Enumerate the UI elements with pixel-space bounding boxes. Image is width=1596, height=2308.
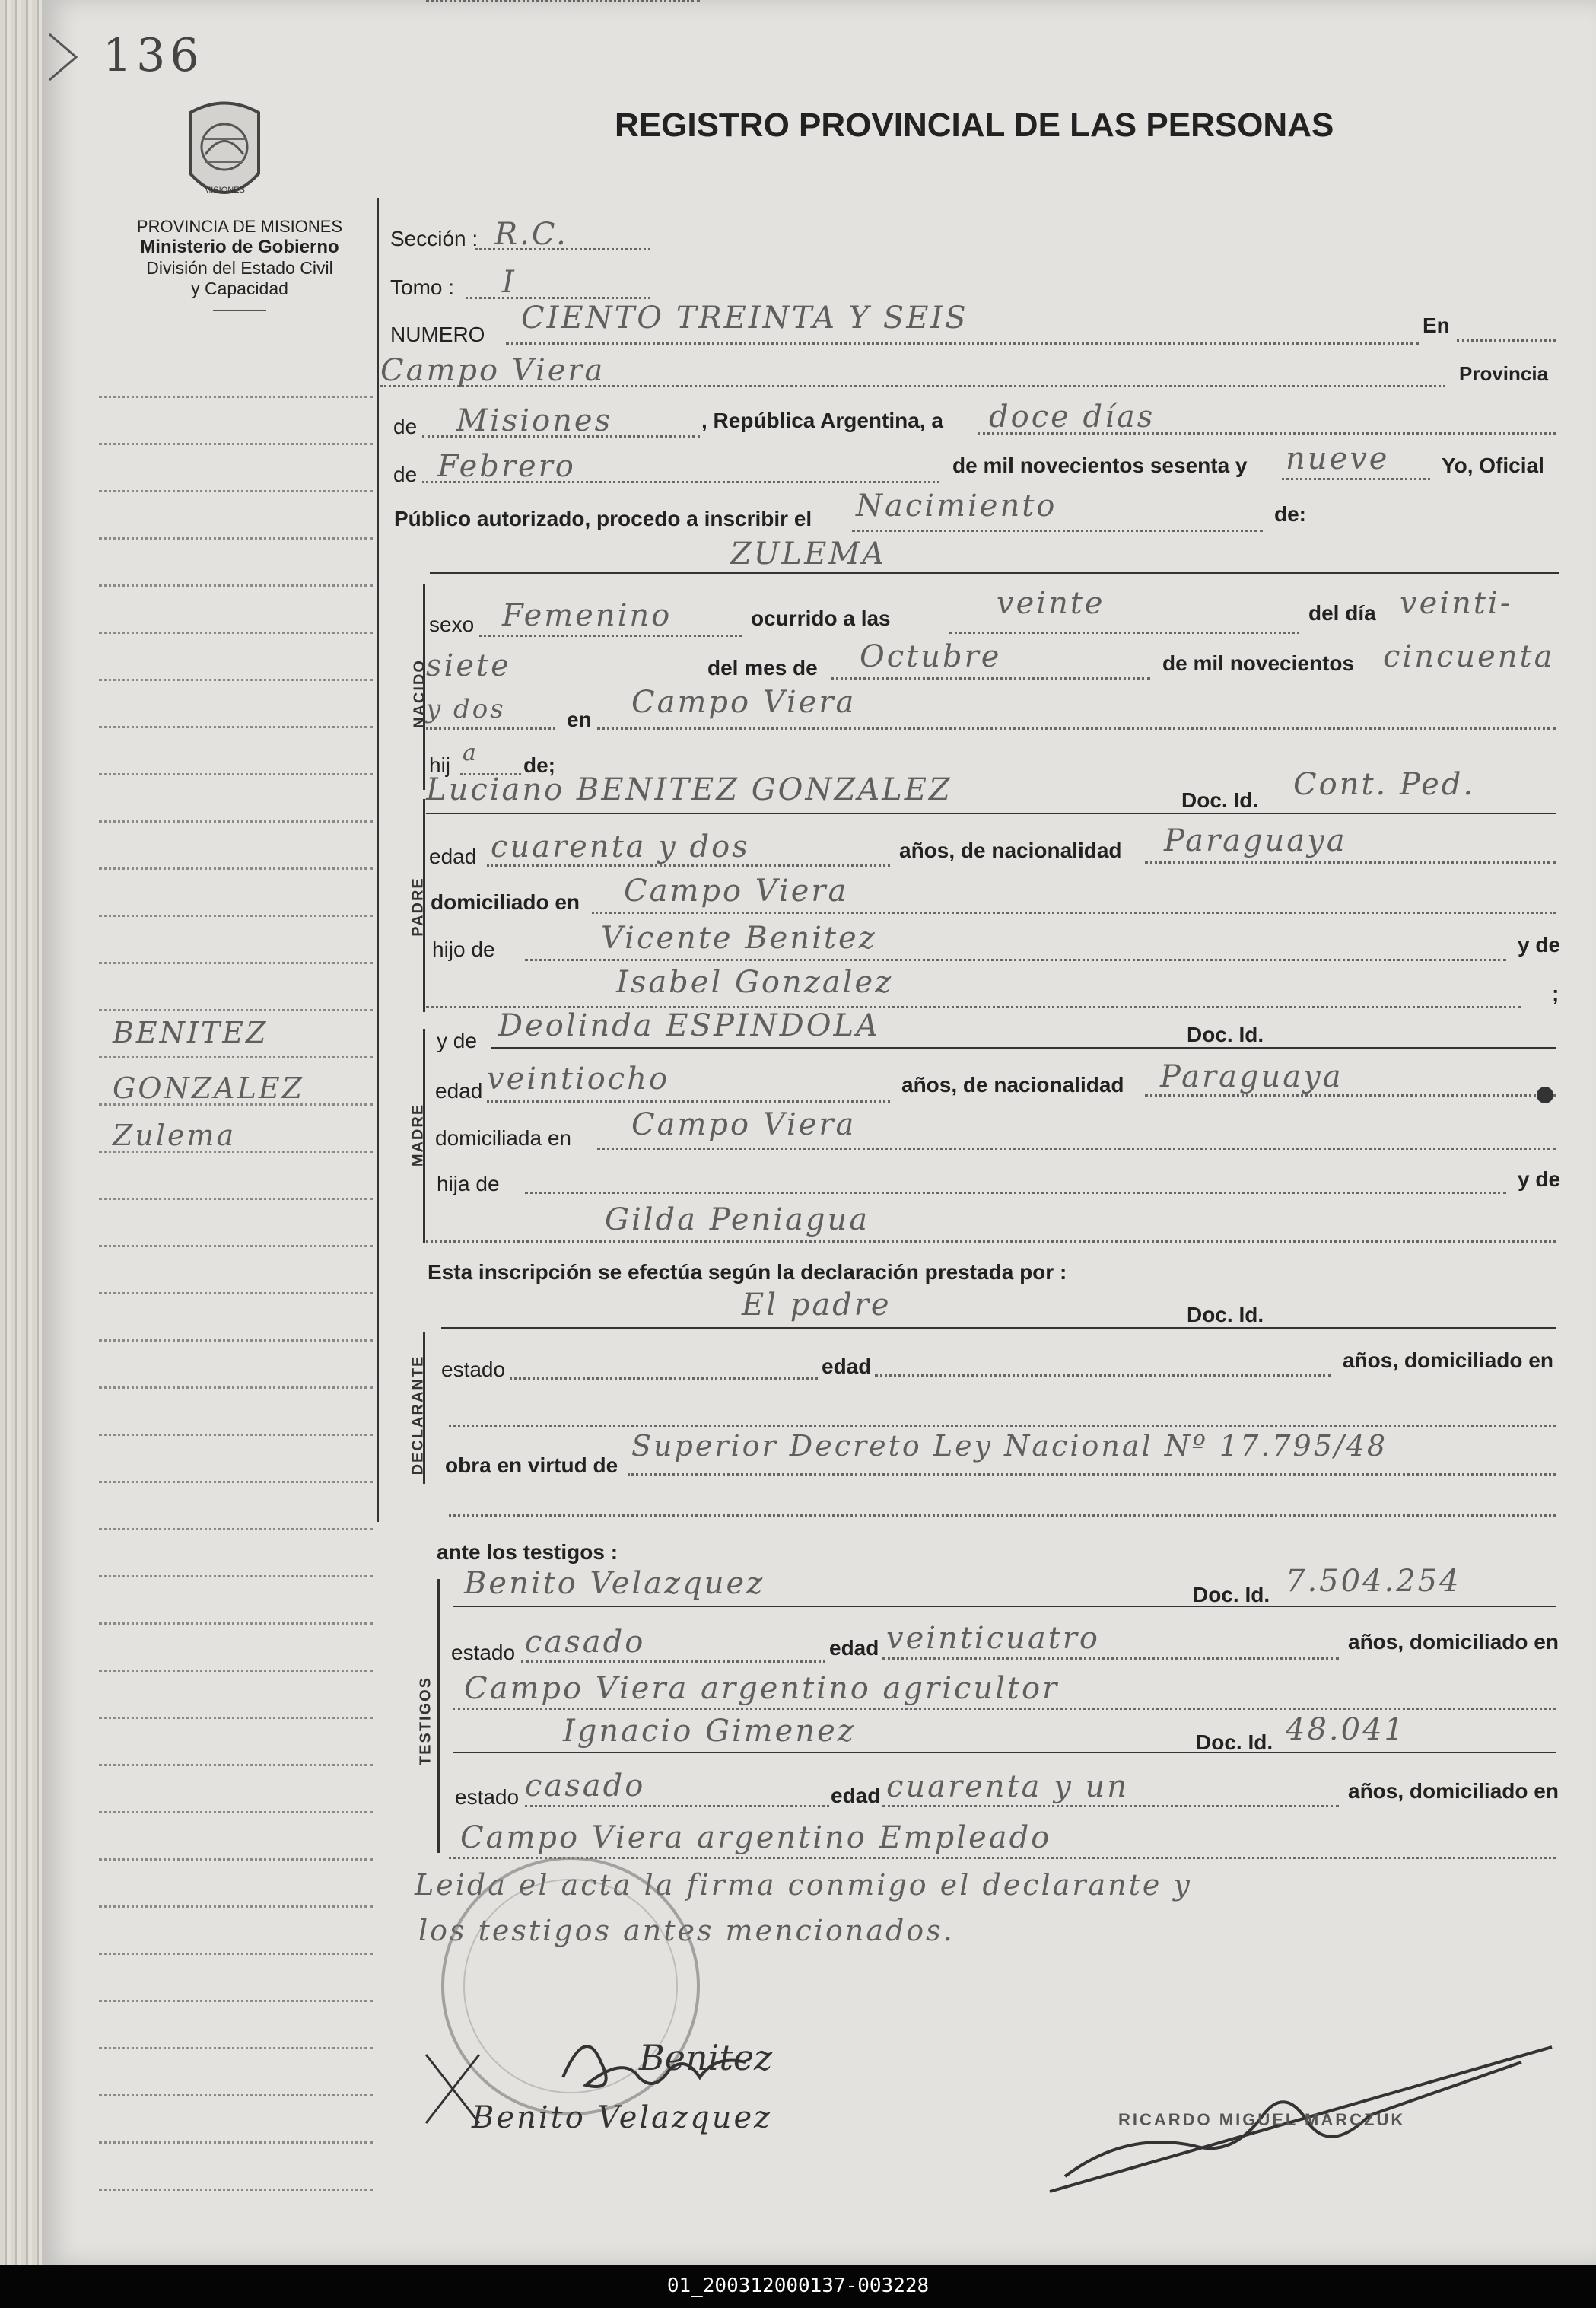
margin-dotted-line (99, 1481, 373, 1483)
mes-label: del mes de (707, 656, 818, 680)
margin-dotted-line (99, 1386, 373, 1389)
margin-dotted-line (99, 2047, 373, 2049)
margin-dotted-line (99, 915, 373, 917)
margin-dotted-line (99, 773, 373, 775)
testigo2-anos-label: años, domiciliado en (1348, 1779, 1559, 1803)
margin-dotted-line (99, 490, 373, 492)
margin-dotted-line (99, 1905, 373, 1908)
hora-value: veinte (997, 586, 1105, 621)
padre-doc-label: Doc. Id. (1181, 788, 1259, 812)
nacido-mes-value: Octubre (860, 639, 1002, 674)
de-label: de (393, 415, 418, 438)
margin-dotted-line (99, 2094, 373, 2096)
padre-doc-value: Cont. Ped. (1293, 767, 1476, 802)
acto-value: Nacimiento (856, 489, 1057, 524)
margin-dotted-line (99, 2000, 373, 2002)
testigo2-estado-label: estado (455, 1785, 520, 1809)
anio-value: nueve (1286, 441, 1390, 476)
obra-value: Superior Decreto Ley Nacional Nº 17.795/48 (631, 1429, 1388, 1463)
padre-nac-label: años, de nacionalidad (899, 839, 1122, 862)
margin-dotted-line (99, 1953, 373, 1955)
lugar-en-label: en (567, 708, 592, 731)
hija-label-1: hij (429, 753, 451, 777)
margin-dotted-line (99, 396, 373, 398)
margin-dotted-line (99, 962, 373, 964)
madre-doc-label: Doc. Id. (1187, 1023, 1264, 1046)
section-nacido: NACIDO (411, 659, 428, 728)
declarante-intro: Esta inscripción se efectúa según la declaración prestada por : (428, 1260, 1067, 1284)
margin-dotted-line (99, 2189, 373, 2191)
margin-dotted-line (99, 443, 373, 445)
nombre-value: ZULEMA (730, 536, 887, 571)
seccion-label: Sección : (390, 227, 478, 250)
margin-dotted-line (99, 1717, 373, 1719)
testigo2-doc: 48.041 (1286, 1712, 1406, 1747)
testigo1-doc: 7.504.254 (1286, 1564, 1461, 1599)
closing-line-2: los testigos antes mencionados. (418, 1914, 955, 1947)
sig1-text: Benitez (639, 2037, 773, 2078)
margin-dotted-line (99, 1811, 373, 1813)
publico-label: Público autorizado, procedo a inscribir el (394, 507, 812, 530)
testigo1-edad-label: edad (829, 1636, 879, 1660)
testigo1-estado: casado (525, 1625, 646, 1660)
margin-dotted-line (99, 820, 373, 823)
testigo2-edad: cuarenta y un (886, 1769, 1130, 1804)
declarante-estado-label: estado (441, 1358, 506, 1381)
header-division: División del Estado Civil (146, 258, 333, 278)
tomo-value: I (502, 265, 517, 300)
main-vertical-rule (377, 198, 379, 1522)
header-capacity: y Capacidad (191, 279, 288, 298)
mes-value: Febrero (437, 449, 576, 484)
lugar-value: Campo Viera (631, 685, 857, 720)
madre-y-de2-label: y de (1518, 1167, 1561, 1191)
padre-madre-value: Isabel Gonzalez (616, 965, 894, 1000)
madre-edad-label: edad (435, 1079, 483, 1103)
closing-line-1: Leida el acta la firma conmigo el declarante y (415, 1868, 1192, 1902)
place-value: Campo Viera (380, 353, 606, 388)
anio-value-1: cincuenta (1383, 639, 1555, 674)
numero-label: NUMERO (390, 323, 485, 346)
testigo1-anos-label: años, domiciliado en (1348, 1630, 1559, 1654)
madre-edad-value: veintiocho (487, 1062, 670, 1097)
testigos-intro: ante los testigos : (437, 1540, 618, 1564)
hija-label-2: de; (523, 753, 555, 777)
section-testigos: TESTIGOS (417, 1676, 434, 1766)
madre-nombre: Deolinda ESPINDOLA (498, 1008, 880, 1043)
provincia-label: Provincia (1459, 362, 1549, 385)
anio-value-2: y dos (426, 694, 506, 724)
padre-edad-label: edad (429, 845, 477, 868)
madre-dom-label: domiciliada en (435, 1126, 571, 1150)
madre-hija-label: hija de (437, 1172, 500, 1195)
margin-note-surname1: BENITEZ (113, 1016, 269, 1049)
margin-dotted-line (99, 1292, 373, 1294)
margin-dotted-line (99, 1198, 373, 1200)
header-ministry: Ministerio de Gobierno (140, 237, 339, 257)
testigo1-doc-label: Doc. Id. (1193, 1583, 1270, 1606)
nacido-mil-label: de mil novecientos (1162, 651, 1355, 675)
section-madre: MADRE (409, 1103, 427, 1167)
testigo2-nombre: Ignacio Gimenez (563, 1714, 856, 1749)
margin-dotted-line (99, 1622, 373, 1625)
declarante-nombre: El padre (742, 1288, 892, 1323)
testigo2-edad-label: edad (831, 1784, 881, 1807)
seccion-value: R.C. (494, 217, 568, 252)
page-number: 136 (103, 29, 204, 82)
margin-dotted-line (99, 632, 373, 634)
tomo-label: Tomo : (390, 275, 455, 299)
provincia-value: Misiones (456, 403, 613, 438)
margin-dotted-line (99, 2141, 373, 2144)
provincial-seal-icon (183, 97, 266, 210)
declarante-doc-label: Doc. Id. (1187, 1303, 1264, 1326)
padre-hijo-label: hijo de (432, 938, 495, 961)
republica-label: , República Argentina, a (701, 409, 943, 432)
dia-label: del día (1308, 601, 1376, 625)
numero-value: CIENTO TREINTA Y SEIS (521, 301, 968, 336)
dia-value-2: siete (426, 648, 511, 683)
corner-mark-icon (46, 30, 99, 84)
mil-label: de mil novecientos sesenta y (952, 454, 1248, 477)
testigo1-estado-label: estado (451, 1641, 516, 1664)
section-padre: PADRE (409, 877, 427, 937)
dia-value-1: veinti- (1400, 586, 1513, 621)
header-province: PROVINCIA DE MISIONES (136, 217, 343, 236)
madre-y-de-label: y de (437, 1029, 477, 1052)
margin-dotted-line (99, 1858, 373, 1861)
declarante-edad-label: edad (822, 1355, 872, 1378)
padre-nombre: Luciano BENITEZ GONZALEZ (426, 772, 952, 807)
padre-y-de-label: y de (1518, 933, 1561, 957)
madre-nac-label: años, de nacionalidad (901, 1073, 1124, 1097)
padre-padre-value: Vicente Benitez (601, 921, 877, 956)
ink-blot (1537, 1087, 1553, 1103)
margin-dotted-line (99, 584, 373, 587)
testigo1-edad: veinticuatro (886, 1621, 1100, 1656)
margin-dotted-line (99, 1670, 373, 1672)
obra-label: obra en virtud de (445, 1453, 618, 1477)
oficial-label: Yo, Oficial (1442, 454, 1544, 477)
margin-dotted-line (99, 1528, 373, 1530)
padre-dom-value: Campo Viera (624, 874, 849, 909)
de3-label: de: (1274, 502, 1306, 526)
declarante-anos-label: años, domiciliado en (1343, 1348, 1553, 1372)
margin-dotted-line (99, 1764, 373, 1766)
hija-value: a (463, 740, 478, 766)
margin-dotted-line (99, 679, 373, 681)
margin-note-surname2: GONZALEZ (113, 1071, 304, 1105)
sexo-value: Femenino (502, 598, 672, 633)
section-declarante: DECLARANTE (409, 1355, 427, 1476)
margin-note-name: Zulema (113, 1119, 237, 1152)
sexo-label: sexo (429, 613, 475, 636)
testigo2-estado: casado (525, 1768, 646, 1803)
de2-label: de (393, 463, 418, 486)
ocurrido-label: ocurrido a las (751, 606, 891, 630)
official-stamp-name: RICARDO MIGUEL MARCZUK (1118, 2110, 1406, 2129)
page-title: REGISTRO PROVINCIAL DE LAS PERSONAS (615, 107, 1334, 144)
dia-value: doce días (989, 400, 1156, 435)
margin-dotted-line (99, 1575, 373, 1577)
margin-dotted-line (99, 1245, 373, 1247)
margin-dotted-line (99, 726, 373, 728)
madre-dom-value: Campo Viera (631, 1107, 857, 1142)
testigo2-dom: Campo Viera argentino Empleado (460, 1820, 1052, 1855)
ministry-header (87, 217, 392, 311)
signature-benitez-icon (411, 2009, 806, 2161)
margin-dotted-line (99, 1434, 373, 1436)
image-id-footer: 01_200312000137-003228 (0, 2265, 1596, 2308)
margin-dotted-line (99, 537, 373, 540)
seal-text: MISIONES (204, 186, 245, 195)
madre-nac-value: Paraguaya (1160, 1059, 1343, 1094)
signature-velazquez: Benito Velazquez (472, 2100, 773, 2135)
testigo2-doc-label: Doc. Id. (1196, 1730, 1273, 1754)
margin-dotted-line (99, 1009, 373, 1011)
margin-dotted-line (99, 1056, 373, 1058)
padre-nac-value: Paraguaya (1164, 823, 1347, 858)
en-label: En (1423, 314, 1450, 337)
padre-dom-label: domiciliado en (431, 890, 580, 914)
margin-dotted-line (99, 1339, 373, 1342)
testigo1-nombre: Benito Velazquez (464, 1566, 765, 1601)
padre-edad-value: cuarenta y dos (491, 829, 750, 864)
padre-semicolon: ; (1552, 982, 1559, 1005)
testigo1-dom: Campo Viera argentino agricultor (464, 1671, 1060, 1706)
margin-dotted-line (99, 867, 373, 870)
madre-madre-value: Gilda Peniagua (605, 1202, 870, 1237)
